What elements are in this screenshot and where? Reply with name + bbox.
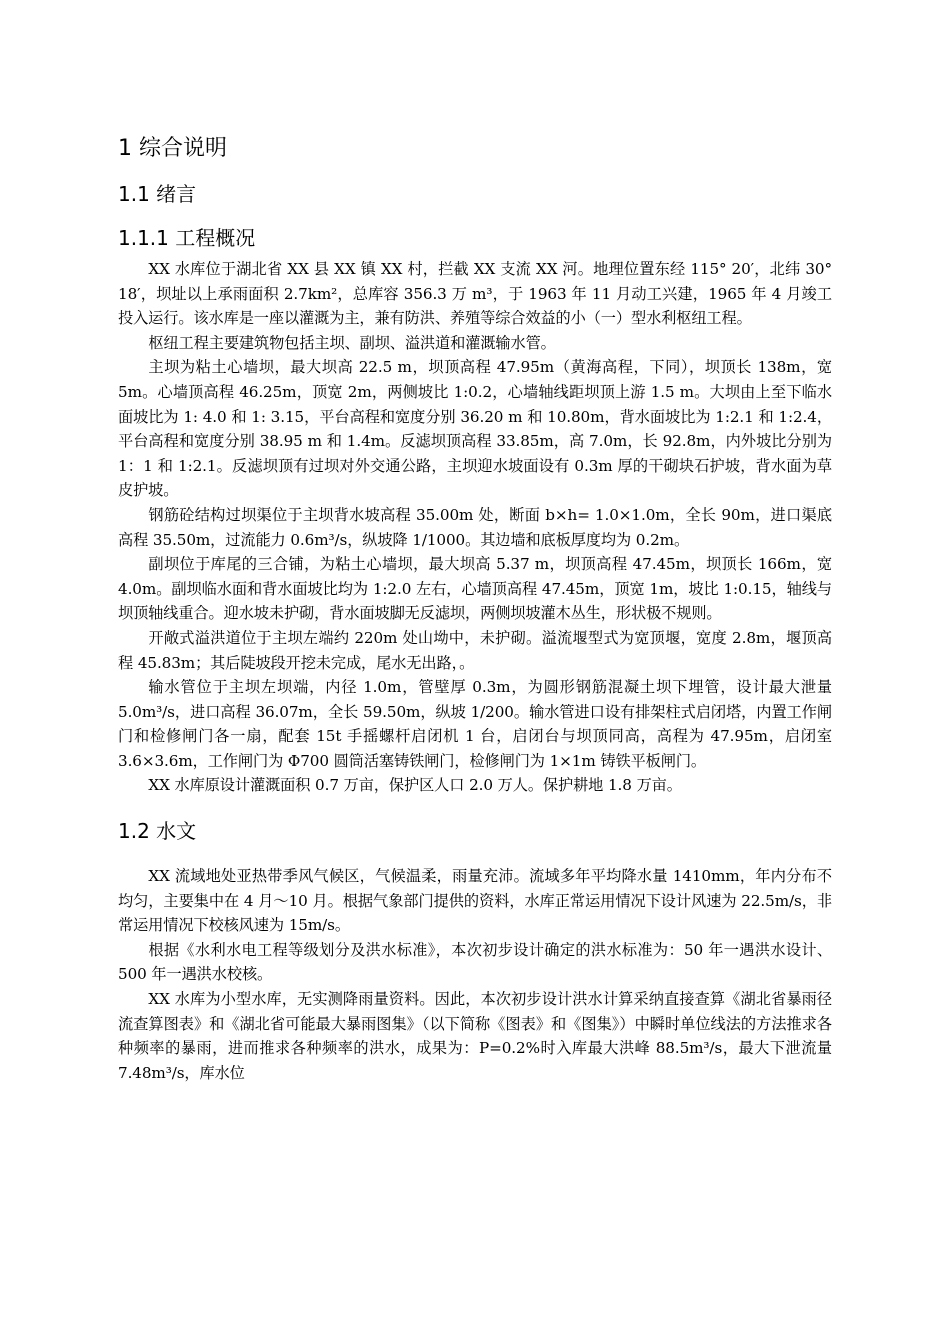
heading-1: 1 综合说明: [118, 136, 227, 161]
paragraph: 开敞式溢洪道位于主坝左端约 220m 处山坳中，未护砌。溢流堰型式为宽顶堰，宽度 2.8m，堰顶高程 45.83m；其后陡坡段开挖未完成，尾水无出路，。: [118, 628, 832, 672]
paragraph: 输水管位于主坝左坝端，内径 1.0m，管壁厚 0.3m，为圆形钢筋混凝土坝下埋管，设计最大泄量 5.0m³/s，进口高程 36.07m，全长 59.50m，纵坡 1/200。输水管进口设有排架柱式启闭塔，内置工作闸门和检修闸门各一扇，配套 15t 手摇螺杆启闭机 1 台，启闭台与坝顶同高，高程为 47.95m，启闭室 3.6×3.6m，工作闸门为 Φ700 圆筒活塞铸铁闸门，检修闸门为 1×1m 铸铁平板闸门。: [118, 678, 832, 770]
paragraph: 钢筋砼结构过坝渠位于主坝背水坡高程 35.00m 处，断面 b×h= 1.0×1.0m，全长 90m，进口渠底高程 35.50m，过流能力 0.6m³/s，纵坡降 1/1000。其边墙和底板厚度均为 0.2m。: [118, 505, 832, 549]
paragraph: 根据《水利水电工程等级划分及洪水标准》，本次初步设计确定的洪水标准为：50 年一遇洪水设计、500 年一遇洪水校核。: [118, 940, 832, 984]
paragraph: XX 水库位于湖北省 XX 县 XX 镇 XX 村，拦截 XX 支流 XX 河。地理位置东经 115° 20′，北纬 30° 18′，坝址以上承雨面积 2.7km²，总库容 356.3 万 m³，于 1963 年 11 月动工兴建，1965 年 4 月竣工投入运行。该水库是一座以灌溉为主，兼有防洪、养殖等综合效益的小（一）型水利枢纽工程。: [118, 260, 832, 328]
paragraph: XX 水库为小型水库，无实测降雨量资料。因此，本次初步设计洪水计算采纳直接查算《湖北省暴雨径流查算图表》和《湖北省可能最大暴雨图集》（以下简称《图表》和《图集》）中瞬时单位线法的方法推求各种频率的暴雨，进而推求各种频率的洪水，成果为：P=0.2%时入库最大洪峰 88.5m³/s，最大下泄流量 7.48m³/s，库水位: [118, 990, 832, 1082]
heading-1-1-1: 1.1.1 工程概况: [118, 226, 256, 250]
section-project-overview: [118, 257, 832, 798]
heading-1-1: 1.1 绪言: [118, 182, 197, 206]
paragraph: 副坝位于库尾的三合铺，为粘土心墙坝，最大坝高 5.37 m，坝顶高程 47.45m，坝顶长 166m，宽 4.0m。副坝临水面和背水面坡比均为 1:2.0 左右，心墙顶高程 47.45m，顶宽 1m，坡比 1:0.15，轴线与坝顶轴线重合。迎水坡未护砌，背水面坡脚无反滤坝，两侧坝坡灌木丛生，形状极不规则。: [118, 555, 832, 623]
paragraph: XX 水库原设计灌溉面积 0.7 万亩，保护区人口 2.0 万人。保护耕地 1.8 万亩。: [148, 776, 682, 795]
paragraph: XX 流域地处亚热带季风气候区，气候温柔，雨量充沛。流域多年平均降水量 1410mm，年内分布不均匀，主要集中在 4 月～10 月。根据气象部门提供的资料，水库正常运用情况下设计风速为 22.5m/s，非常运用情况下校核风速为 15m/s。: [118, 867, 832, 935]
heading-1-2: 1.2 水文: [118, 819, 197, 844]
section-hydrology: [118, 864, 832, 1085]
paragraph: 枢纽工程主要建筑物包括主坝、副坝、溢洪道和灌溉输水管。: [148, 333, 556, 352]
paragraph: 主坝为粘土心墙坝，最大坝高 22.5 m，坝顶高程 47.95m（黄海高程，下同），坝顶长 138m，宽 5m。心墙顶高程 46.25m，顶宽 2m，两侧坡比 1:0.2，心墙轴线距坝顶上游 1.5 m。大坝由上至下临水面坡比为 1: 4.0 和 1: 3.15，平台高程和宽度分别 36.20 m 和 10.80m，背水面坡比为 1:2.1 和 1:2.4，平台高程和宽度分别 38.95 m 和 1.4m。反滤坝顶高程 33.85m，高 7.0m，长 92.8m，内外坡比分别为 1：1 和 1:2.1。反滤坝顶有过坝对外交通公路，主坝迎水坡面设有 0.3m 厚的干砌块石护坡，背水面为草皮护坡。: [118, 358, 832, 500]
